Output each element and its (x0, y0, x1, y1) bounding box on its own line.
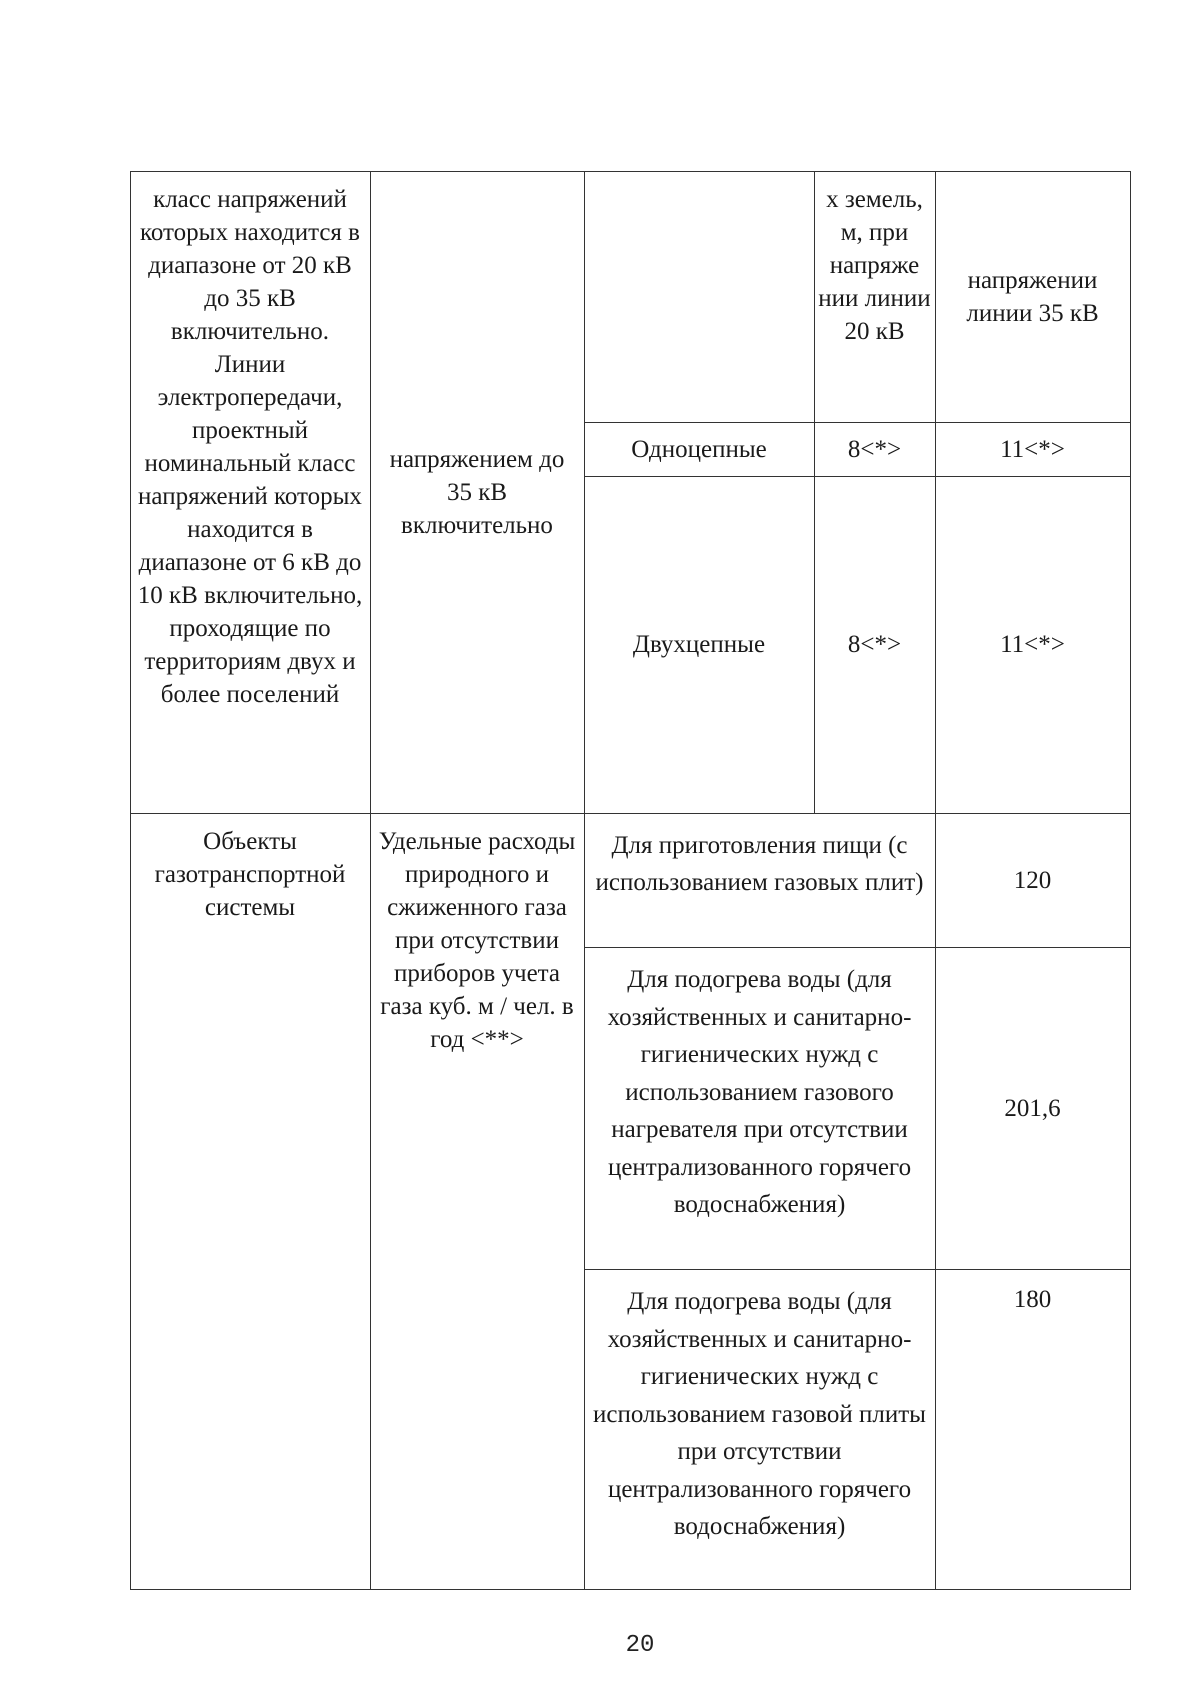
double-circuit-20kv-cell (814, 476, 935, 813)
double-circuit-type-cell (584, 476, 814, 813)
gas-consumption-cell (370, 813, 584, 1589)
gas-heater-purpose: Для подогрева воды (для хозяйственных и санитарно-гигиенических нужд с использованием газового нагревателя при отсутствии централизованного горячего водоснабжения) (607, 966, 912, 1218)
column-divider (935, 171, 936, 1590)
power-lines-description-cell (130, 171, 370, 813)
gas-stove-purpose-cell (584, 1269, 935, 1589)
table-border-right (1130, 171, 1131, 1590)
gas-stove-value: 180 (1013, 1286, 1052, 1313)
column-divider (370, 171, 371, 1590)
page-number: 20 (625, 1632, 655, 1659)
gas-cooking-purpose: Для приготовления пищи (с использованием газовых плит) (595, 832, 924, 896)
gas-objects-cell (130, 813, 370, 1589)
power-lines-header-20kv-cell (814, 171, 935, 422)
gas-consumption-label: Удельные расходы природного и сжиженного газа при отсутствии приборов учета газа куб. м / чел. в год <**> (378, 828, 576, 1053)
row-divider (584, 422, 1131, 423)
power-lines-voltage: напряжением до 35 кВ включительно (389, 445, 565, 539)
single-circuit-20kv: 8<*> (847, 435, 902, 463)
gas-heater-purpose-cell (584, 947, 935, 1269)
single-circuit-type: Одноцепные (631, 435, 767, 463)
gas-cooking-value-cell (935, 813, 1130, 947)
power-lines-header-20kv: х земель, м, при напряже нии линии 20 кВ (818, 186, 931, 345)
gas-heater-value: 201,6 (1004, 1094, 1061, 1122)
double-circuit-35kv: 11<*> (1000, 631, 1065, 658)
column-divider (584, 171, 585, 1590)
gas-stove-purpose: Для подогрева воды (для хозяйственных и санитарно-гигиенических нужд с использованием газовой плиты при отсутствии централизованного горячего водоснабжения) (593, 1288, 926, 1540)
column-divider (814, 171, 815, 814)
gas-heater-value-cell (935, 947, 1130, 1269)
table-border-left (130, 171, 131, 1590)
power-lines-description: класс напряжений которых находится в диапазоне от 20 кВ до 35 кВ включительно. Линии электропередачи, проектный номинальный класс напряжений которых находится в диапазоне от 6 кВ до 10 кВ включительно, проходящие по территориям двух и более поселений (137, 186, 363, 708)
power-lines-header-35kv: напряжении линии 35 кВ (966, 266, 1099, 327)
gas-cooking-value: 120 (1013, 866, 1052, 894)
power-lines-header-35kv-cell (935, 171, 1130, 422)
gas-stove-value-cell (935, 1269, 1130, 1589)
double-circuit-type: Двухцепные (632, 631, 766, 658)
row-divider (584, 947, 1131, 948)
double-circuit-35kv-cell (935, 476, 1130, 813)
table-border-bottom (130, 1589, 1131, 1590)
single-circuit-20kv-cell (814, 422, 935, 476)
single-circuit-35kv-cell (935, 422, 1130, 476)
row-divider (584, 476, 1131, 477)
gas-objects-label: Объекты газотранспортной системы (154, 828, 346, 921)
single-circuit-35kv: 11<*> (1000, 435, 1065, 463)
gas-cooking-purpose-cell (584, 813, 935, 947)
double-circuit-20kv: 8<*> (847, 631, 902, 658)
single-circuit-type-cell (584, 422, 814, 476)
table-border-top (130, 171, 1131, 172)
row-divider (584, 1269, 1131, 1270)
power-lines-header-type-cell (584, 171, 814, 422)
power-lines-voltage-cell (370, 171, 584, 813)
block-divider (130, 813, 1131, 814)
